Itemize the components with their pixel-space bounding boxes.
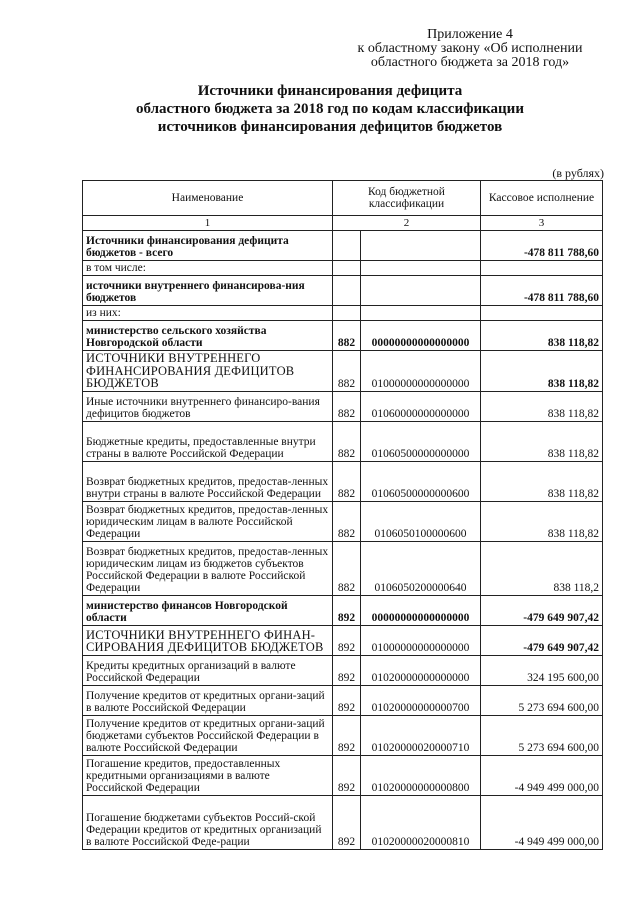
row-admin-code: 892: [333, 795, 361, 849]
row-name: источники внутреннего финансирова-ния бюджетов: [83, 276, 333, 306]
row-admin-code: 882: [333, 461, 361, 501]
row-class-code: 01020000000000800: [361, 755, 481, 795]
document-title: [60, 82, 600, 136]
row-amount: -478 811 788,60: [481, 231, 603, 261]
table-row: [83, 351, 603, 392]
table-row: [83, 306, 603, 321]
table-row: [83, 795, 603, 849]
row-amount: -478 811 788,60: [481, 276, 603, 306]
row-class-code: 01020000000000700: [361, 685, 481, 715]
row-name: Кредиты кредитных организаций в валюте Российской Федерации: [83, 655, 333, 685]
row-amount: 838 118,82: [481, 391, 603, 421]
row-amount: 838 118,82: [481, 421, 603, 461]
header-name: Наименование: [83, 181, 333, 216]
row-class-code: 01060000000000000: [361, 391, 481, 421]
row-admin-code: 882: [333, 391, 361, 421]
row-amount: [481, 261, 603, 276]
table-row: [83, 655, 603, 685]
title-line-2: областного бюджета за 2018 год по кодам классификации: [136, 101, 524, 117]
row-amount: 5 273 694 600,00: [481, 715, 603, 755]
colnum-1: 1: [83, 216, 333, 231]
appendix-line-2: к областному закону «Об исполнении: [357, 41, 583, 56]
row-amount: 5 273 694 600,00: [481, 685, 603, 715]
row-name: Погашение бюджетами субъектов Россий-ской Федерации кредитов от кредитных организаций в валюте Российской Феде-рации: [83, 795, 333, 849]
row-class-code: 01020000000000000: [361, 655, 481, 685]
row-amount: -479 649 907,42: [481, 595, 603, 625]
row-name: Получение кредитов от кредитных органи-заций в валюте Российской Федерации: [83, 685, 333, 715]
table-row: [83, 261, 603, 276]
row-admin-code: 882: [333, 321, 361, 351]
table-row: [83, 421, 603, 461]
row-name: в том числе:: [83, 261, 333, 276]
row-amount: 838 118,82: [481, 351, 603, 392]
row-class-code: [361, 306, 481, 321]
row-amount: [481, 306, 603, 321]
table-header-row: [83, 181, 603, 216]
units-note: (в рублях): [552, 166, 604, 180]
row-amount: -4 949 499 000,00: [481, 795, 603, 849]
row-class-code: 0106050200000640: [361, 541, 481, 595]
row-admin-code: [333, 231, 361, 261]
row-class-code: 00000000000000000: [361, 595, 481, 625]
row-amount: 838 118,82: [481, 501, 603, 541]
row-name: Возврат бюджетных кредитов, предостав-ленных внутри страны в валюте Российской Федерации: [83, 461, 333, 501]
row-name: Бюджетные кредиты, предоставленные внутри страны в валюте Российской Федерации: [83, 421, 333, 461]
table-row: [83, 501, 603, 541]
colnum-3: 3: [481, 216, 603, 231]
row-admin-code: 882: [333, 421, 361, 461]
row-amount: -479 649 907,42: [481, 625, 603, 655]
financing-sources-table: [82, 180, 603, 850]
table-row: [83, 625, 603, 655]
table-row: [83, 715, 603, 755]
row-amount: 838 118,82: [481, 461, 603, 501]
row-name: Возврат бюджетных кредитов, предостав-ленных юридическим лицам в валюте Российской Федерации: [83, 501, 333, 541]
row-name: министерство финансов Новгородской области: [83, 595, 333, 625]
row-name: Погашение кредитов, предоставленных кредитными организациями в валюте Российской Федерации: [83, 755, 333, 795]
table-row: [83, 685, 603, 715]
row-class-code: 01000000000000000: [361, 625, 481, 655]
header-code: Код бюджетной классификации: [333, 181, 481, 216]
row-name: ИСТОЧНИКИ ВНУТРЕННЕГО ФИНАНСИРОВАНИЯ ДЕФИЦИТОВ БЮДЖЕТОВ: [83, 351, 333, 392]
row-admin-code: 892: [333, 595, 361, 625]
table-row: [83, 541, 603, 595]
row-name: ИСТОЧНИКИ ВНУТРЕННЕГО ФИНАН-СИРОВАНИЯ ДЕФИЦИТОВ БЮДЖЕТОВ: [83, 625, 333, 655]
row-admin-code: 892: [333, 655, 361, 685]
row-class-code: 01060500000000600: [361, 461, 481, 501]
row-name: Источники финансирования дефицита бюджетов - всего: [83, 231, 333, 261]
appendix-line-1: Приложение 4: [427, 27, 513, 42]
table-row: [83, 391, 603, 421]
row-admin-code: [333, 261, 361, 276]
row-class-code: 01020000020000810: [361, 795, 481, 849]
row-amount: 324 195 600,00: [481, 655, 603, 685]
row-admin-code: 882: [333, 501, 361, 541]
row-name: Получение кредитов от кредитных органи-заций бюджетами субъектов Российской Федерации в валюте Российской Федерации: [83, 715, 333, 755]
appendix-line-3: областного бюджета за 2018 год»: [370, 55, 570, 70]
table-row: [83, 595, 603, 625]
row-class-code: 0106050100000600: [361, 501, 481, 541]
appendix-reference: [330, 28, 610, 70]
table-row: [83, 461, 603, 501]
row-class-code: [361, 231, 481, 261]
row-class-code: [361, 261, 481, 276]
title-line-3: источников финансирования дефицитов бюджетов: [157, 119, 503, 135]
row-admin-code: 892: [333, 685, 361, 715]
colnum-2: 2: [333, 216, 481, 231]
row-admin-code: [333, 276, 361, 306]
row-amount: 838 118,82: [481, 321, 603, 351]
row-admin-code: 882: [333, 351, 361, 392]
row-admin-code: 892: [333, 715, 361, 755]
table-colnum-row: [83, 216, 603, 231]
row-amount: 838 118,2: [481, 541, 603, 595]
row-admin-code: [333, 306, 361, 321]
table-row: [83, 276, 603, 306]
table-row: [83, 321, 603, 351]
row-name: Возврат бюджетных кредитов, предостав-ленных юридическим лицам из бюджетов субъектов Российской Федерации в валюте Российской Федерации: [83, 541, 333, 595]
table-row: [83, 755, 603, 795]
row-admin-code: 892: [333, 755, 361, 795]
row-class-code: 01020000020000710: [361, 715, 481, 755]
row-name: Иные источники внутреннего финансиро-вания дефицитов бюджетов: [83, 391, 333, 421]
title-line-1: Источники финансирования дефицита: [197, 83, 463, 99]
row-class-code: 01000000000000000: [361, 351, 481, 392]
row-class-code: 00000000000000000: [361, 321, 481, 351]
row-class-code: 01060500000000000: [361, 421, 481, 461]
row-name: из них:: [83, 306, 333, 321]
row-class-code: [361, 276, 481, 306]
row-amount: -4 949 499 000,00: [481, 755, 603, 795]
table-row: [83, 231, 603, 261]
header-amount: Кассовое исполнение: [481, 181, 603, 216]
row-name: министерство сельского хозяйства Новгородской области: [83, 321, 333, 351]
row-admin-code: 882: [333, 541, 361, 595]
row-admin-code: 892: [333, 625, 361, 655]
